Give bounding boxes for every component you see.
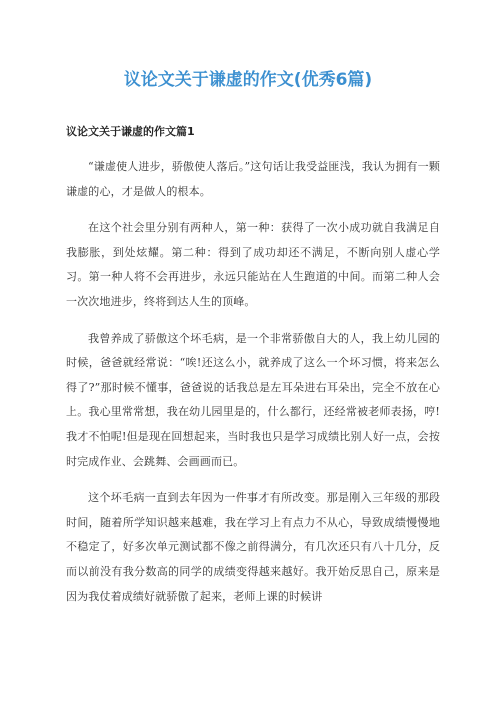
paragraph: “谦虚使人进步，骄傲使人落后。”这句话让我受益匪浅，我认为拥有一颗谦虚的心，才是做人的根本。 (66, 160, 440, 198)
paragraph: 这个坏毛病一直到去年因为一件事才有所改变。那是刚入三年级的那段时间，随着所学知识越来越难，我在学习上有点力不从心，导致成绩慢慢地不稳定了，好多次单元测试都不像之前得满分，有几次还只有八十几分，反而以前没有我分数高的同学的成绩变得越来越好。我开始反思自己，原来是因为我仗着成绩好就骄傲了起来，老师上课的时候讲 (66, 491, 440, 603)
paragraph: 在这个社会里分别有两种人，第一种：获得了一次小成功就自我满足自我膨胀，到处炫耀。第二种：得到了成功却还不满足，不断向别人虚心学习。第一种人将不会再进步，永远只能站在人生跑道的中间。而第二种人会一次次地进步，终将到达人生的顶峰。 (66, 221, 440, 308)
section-heading: 议论文关于谦虚的作文篇1 (66, 125, 195, 138)
document-body (66, 155, 440, 621)
document-title: 议论文关于谦虚的作文(优秀6篇) (123, 70, 373, 90)
paragraph: 我曾养成了骄傲这个坏毛病，是一个非常骄傲自大的人，我上幼儿园的时候，爸爸就经常说：“唉!还这么小，就养成了这么一个坏习惯，将来怎么得了?”那时候不懂事，爸爸说的话我总是左耳朵进右耳朵出，完全不放在心上。我心里常常想，我在幼儿园里是的，什么都行，还经常被老师表扬，哼!我才不怕呢!但是现在回想起来，当时我也只是学习成绩比别人好一点，会按时完成作业、会跳舞、会画画而已。 (66, 331, 440, 468)
